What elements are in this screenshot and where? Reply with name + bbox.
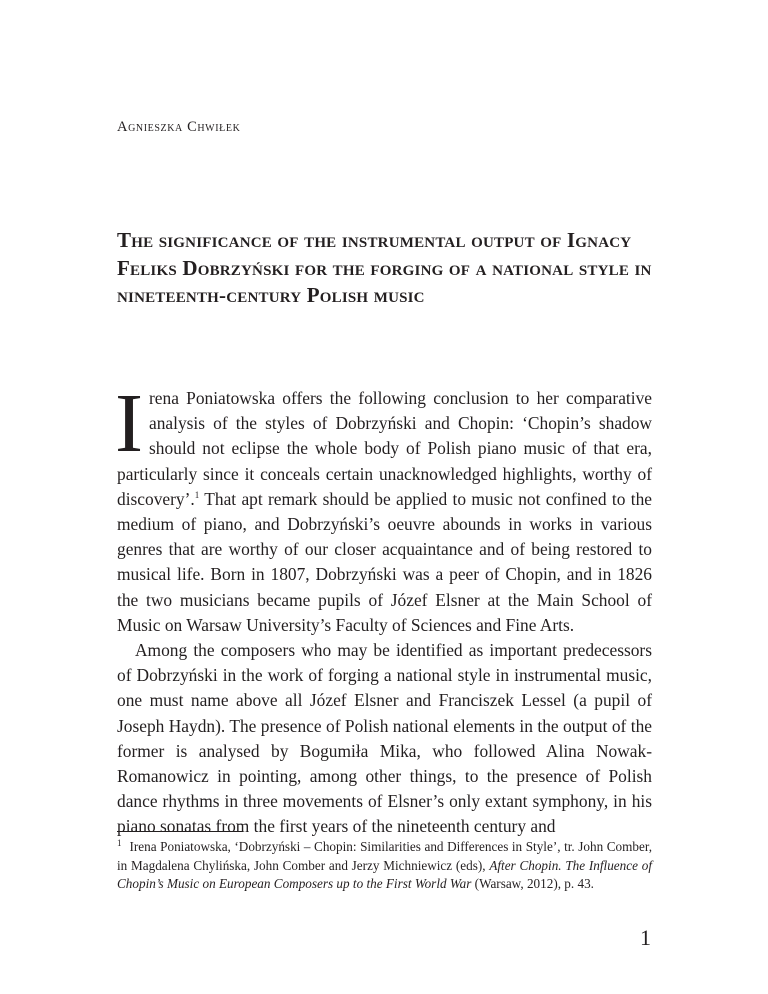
paragraph-text: That apt remark should be applied to music not confined to the medium of piano, and Dobrzyński’s oeuvre abounds in works in various genres that are worthy of our closer acquaintance and of being restored to musical life. Born in 1807, Dobrzyński was a peer of Chopin, and in 1826 the two musicians became pupils of Józef Elsner at the Main School of Music on Warsaw University’s Faculty of Sciences and Fine Arts. bbox=[117, 488, 652, 635]
footnote-reference[interactable]: 1 bbox=[194, 490, 200, 501]
paragraph-text: rena Poniatowska offers the following conclusion to her comparative analysis of the styles of Dobrzyński and Chopin: ‘Chopin’s shadow should not eclipse the whole body of Polish piano music of that era, particularly since it conceals certain unacknowledged highlights, worthy of discovery’. bbox=[117, 388, 652, 509]
body-text bbox=[115, 377, 652, 840]
footnote-rule bbox=[117, 831, 242, 832]
article-title: The significance of the instrumental output of Ignacy Feliks Dobrzyński for the forging of a national style in nineteenth-century Polish music bbox=[117, 228, 652, 307]
author-name: Agnieszka Chwiłek bbox=[117, 119, 241, 135]
drop-cap: I bbox=[115, 377, 143, 470]
footnote-book-title: After Chopin. The Influence of Chopin’s Music on European Composers up to the First World War bbox=[117, 857, 652, 892]
page-number: 1 bbox=[640, 925, 651, 950]
footnote-text: Irena Poniatowska, ‘Dobrzyński – Chopin: Similarities and Differences in Style’, tr. John Comber, in Magdalena Chylińska, John Comber and Jerzy Michniewicz (eds), bbox=[117, 839, 652, 873]
paragraph: Among the composers who may be identified as important predecessors of Dobrzyński in the work of forging a national style in instrumental music, one must name above all Józef Elsner and Franciszek Lessel (a pupil of Joseph Haydn). The presence of Polish national elements in the output of the former is analysed by Bogumiła Mika, who followed Alina Nowak-Romanowicz in pointing, among other things, to the presence of Polish dance rhythms in three movements of Elsner’s only extant symphony, in his piano sonatas from the first years of the nineteenth century and bbox=[117, 640, 652, 837]
paragraph bbox=[115, 377, 652, 638]
footnote-text: (Warsaw, 2012), p. 43. bbox=[471, 876, 594, 892]
footnote-number: 1 bbox=[117, 837, 122, 848]
footnote bbox=[117, 838, 652, 894]
